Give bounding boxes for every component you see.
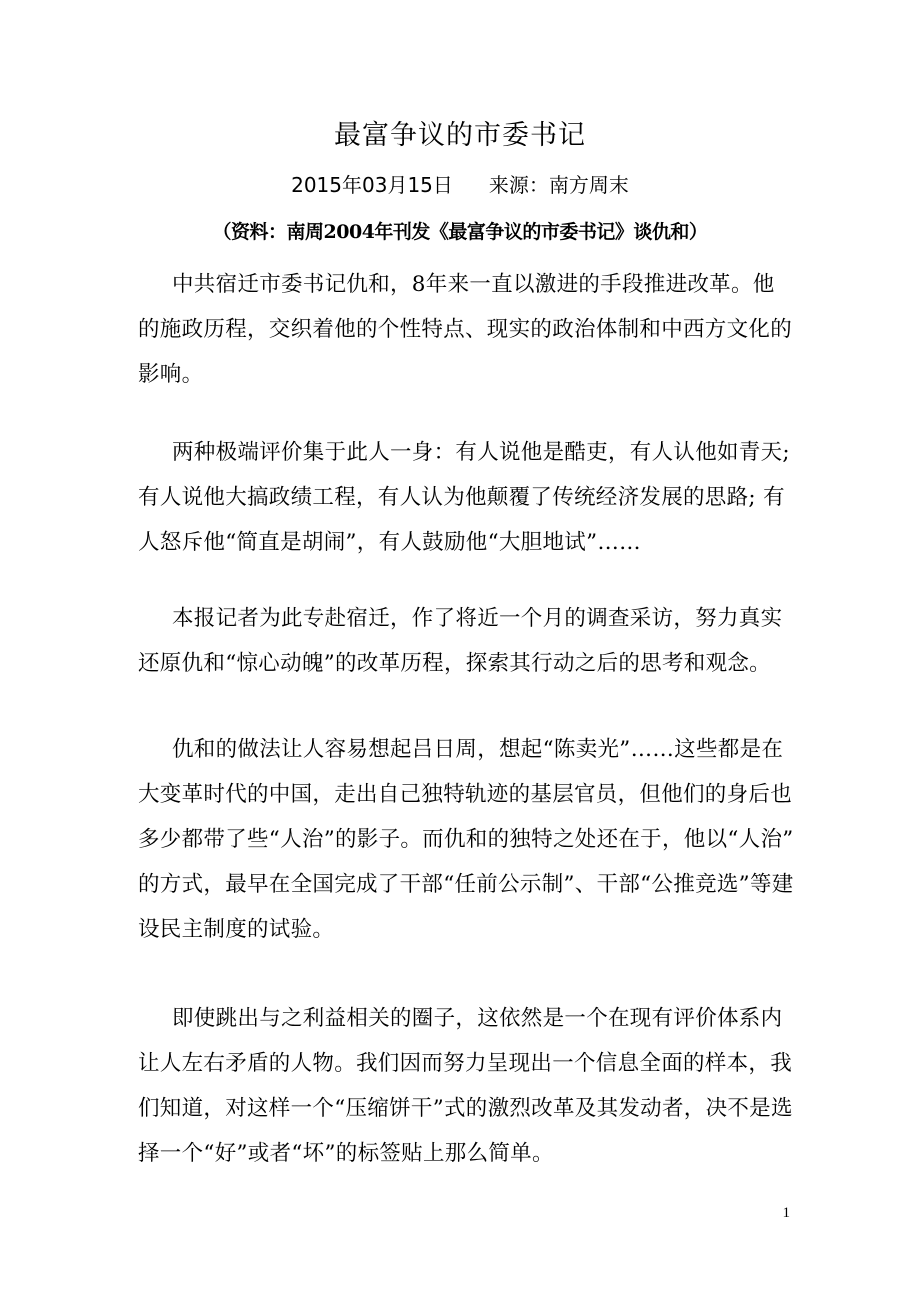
paragraph-line: 即使跳出与之利益相关的圈子，这依然是一个在现有评价体系内 — [172, 1006, 783, 1031]
article-meta — [0, 170, 920, 200]
paragraph-line: 本报记者为此专赴宿迁，作了将近一个月的调查采访，努力真实 — [172, 606, 783, 631]
article-title: 最富争议的市委书记 — [334, 120, 586, 151]
paragraph-line: 择一个“好”或者“坏”的标签贴上那么简单。 — [138, 1141, 554, 1166]
article-source: 来源：南方周末 — [488, 173, 629, 197]
paragraph-line: 让人左右矛盾的人物。我们因而努力呈现出一个信息全面的样本，我 — [138, 1051, 793, 1076]
paragraph-line: 多少都带了些“人治”的影子。而仇和的独特之处还在于，他以“人治” — [138, 827, 794, 852]
paragraph-2 — [138, 430, 788, 565]
paragraph-line: 两种极端评价集于此人一身：有人说他是酷吏，有人认他如青天; — [172, 440, 790, 465]
publish-date: 2015年03月15日 — [291, 173, 453, 197]
paragraph-line: 还原仇和“惊心动魄”的改革历程，探索其行动之后的思考和观念。 — [138, 651, 771, 676]
paragraph-3 — [138, 596, 788, 686]
paragraph-1 — [138, 262, 793, 397]
paragraph-line: 仇和的做法让人容易想起吕日周，想起“陈卖光”……这些都是在 — [172, 737, 784, 762]
paragraph-line: 设民主制度的试验。 — [138, 917, 335, 942]
paragraph-4 — [138, 727, 794, 952]
paragraph-5 — [138, 996, 793, 1176]
page-number: 1 — [782, 1205, 790, 1221]
paragraph-line: 的方式，最早在全国完成了干部“任前公示制”、干部“公推竞选”等建 — [138, 872, 794, 897]
paragraph-line: 影响。 — [138, 362, 204, 387]
paragraph-line: 的施政历程，交织着他的个性特点、现实的政治体制和中西方文化的 — [138, 317, 793, 342]
paragraph-line: 中共宿迁市委书记仇和，8年来一直以激进的手段推进改革。他 — [172, 272, 775, 297]
paragraph-line: 们知道，对这样一个“压缩饼干”式的激烈改革及其发动者，决不是选 — [138, 1096, 793, 1121]
paragraph-line: 有人说他大搞政绩工程，有人认为他颠覆了传统经济发展的思路; 有 — [138, 485, 785, 510]
paragraph-line: 大变革时代的中国，走出自己独特轨迹的基层官员，但他们的身后也 — [138, 782, 793, 807]
source-note: （资料：南周2004年刊发《最富争议的市委书记》谈仇和） — [212, 221, 708, 243]
paragraph-line: 人怒斥他“简直是胡闹”，有人鼓励他“大胆地试”…… — [138, 530, 641, 555]
